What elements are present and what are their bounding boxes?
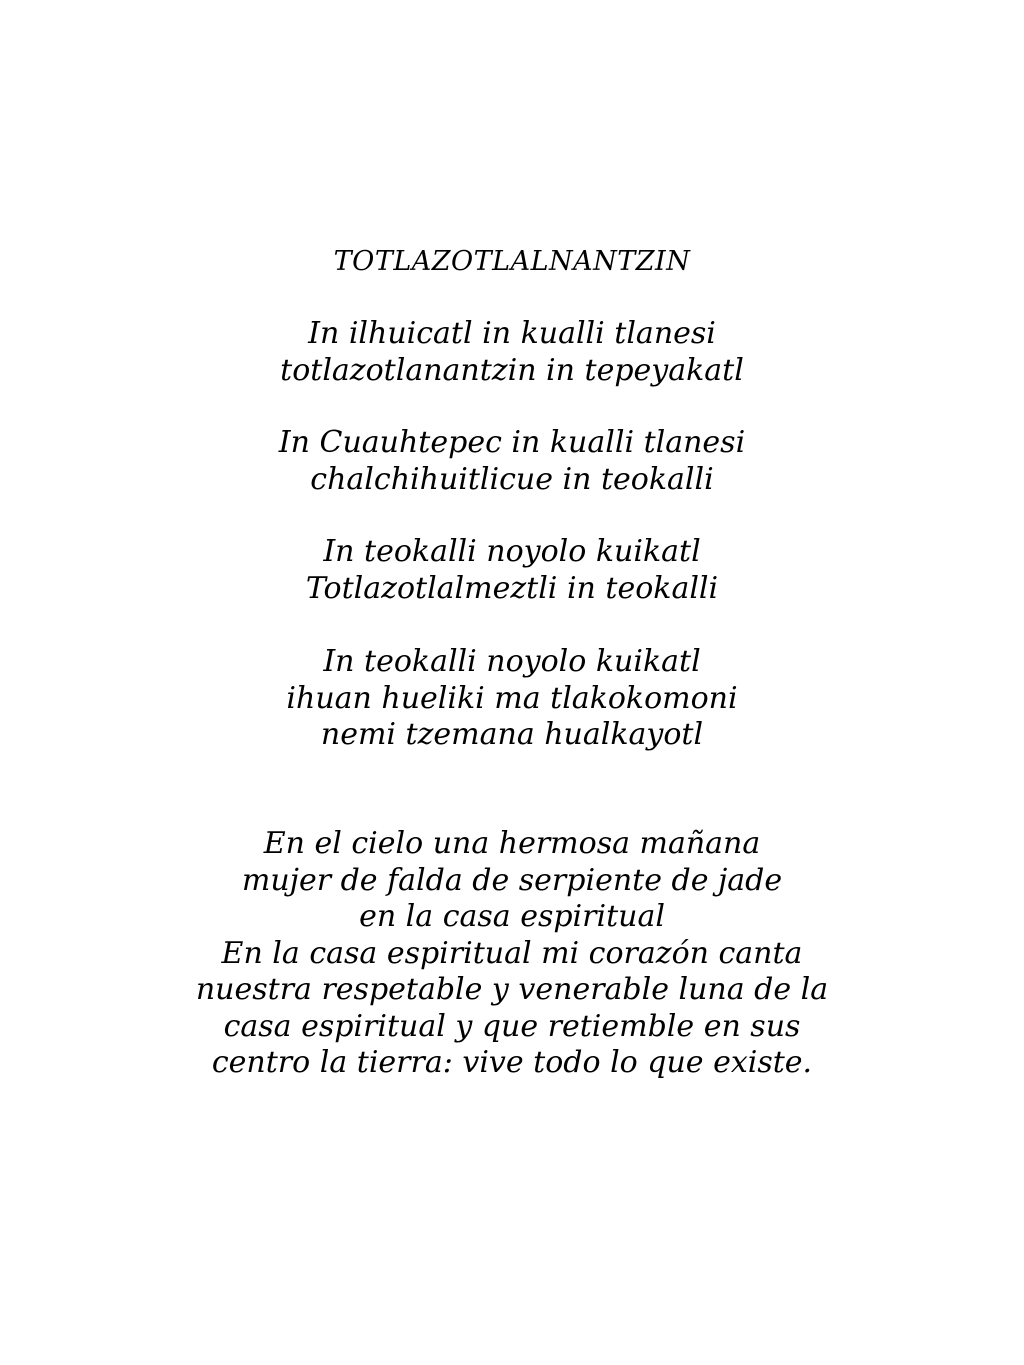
- poem-line: In teokalli noyolo kuikatl: [323, 644, 701, 679]
- poem-line: In teokalli noyolo kuikatl: [323, 534, 701, 569]
- stanza-3: [0, 534, 1024, 607]
- translation-line: centro la tierra: vive todo lo que existe.: [211, 1045, 813, 1080]
- translation-stanza: [0, 826, 1024, 1082]
- translation-line: casa espiritual y que retiemble en sus: [223, 1008, 801, 1044]
- translation-line: En el cielo una hermosa mañana: [263, 826, 761, 861]
- translation-line: en la casa espiritual: [359, 899, 665, 934]
- stanza-1: [0, 316, 1024, 389]
- translation-line: En la casa espiritual mi corazón canta: [221, 935, 803, 971]
- poem-line: In Cuauhtepec in kualli tlanesi: [278, 425, 746, 460]
- translation-line: nuestra respetable y venerable luna de la: [195, 972, 829, 1007]
- poem-line: totlazotlanantzin in tepeyakatl: [280, 352, 744, 388]
- stanza-2: [0, 425, 1024, 498]
- poem-title: TOTLAZOTLALNANTZIN: [333, 246, 691, 277]
- poem-line: nemi tzemana hualkayotl: [320, 717, 704, 752]
- poem-line: In ilhuicatl in kualli tlanesi: [308, 316, 716, 351]
- poem-line: ihuan hueliki ma tlakokomoni: [286, 680, 738, 716]
- translation-line: mujer de falda de serpiente de jade: [241, 862, 783, 898]
- poem-line: Totlazotlalmeztli in teokalli: [305, 570, 719, 606]
- poem-line: chalchihuitlicue in teokalli: [310, 461, 714, 497]
- stanza-4: [0, 644, 1024, 754]
